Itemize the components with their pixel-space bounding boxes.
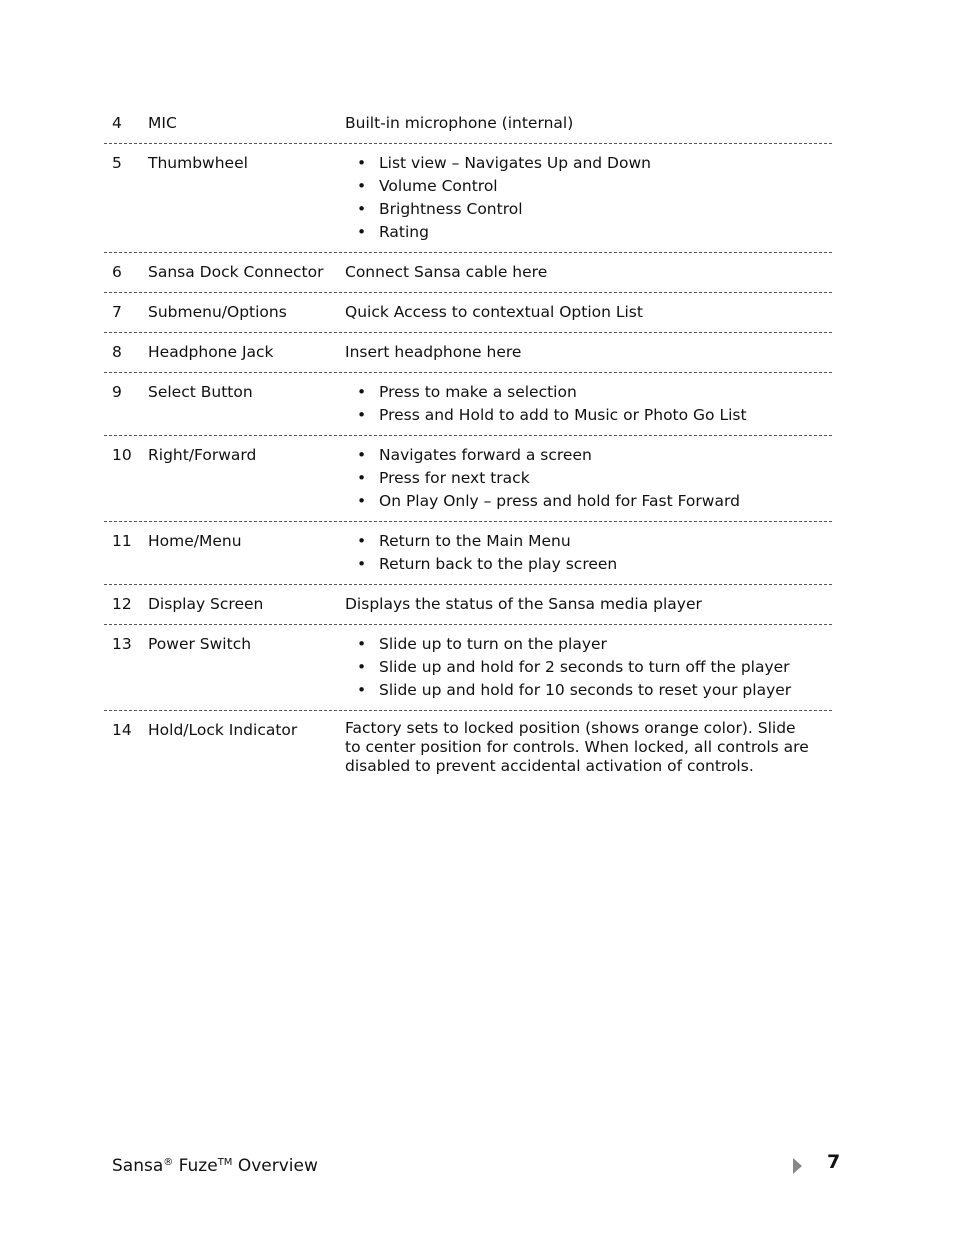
- control-description: Displays the status of the Sansa media player: [345, 595, 702, 613]
- product-name: Fuze: [178, 1156, 218, 1176]
- list-item: • Press for next track: [345, 467, 832, 490]
- control-name: Right/Forward: [148, 446, 257, 464]
- table-row: [104, 104, 832, 144]
- list-item: • On Play Only – press and hold for Fast Forward: [345, 490, 832, 513]
- row-number: 12: [112, 595, 132, 613]
- control-description: [345, 152, 832, 244]
- control-name: Power Switch: [148, 635, 252, 653]
- row-number: 4: [112, 114, 122, 132]
- trademark-mark: TM: [217, 1157, 233, 1168]
- row-number: 6: [112, 263, 122, 281]
- control-name: Sansa Dock Connector: [148, 263, 324, 281]
- list-item: • Navigates forward a screen: [345, 444, 832, 467]
- bullet-list: [345, 381, 832, 427]
- page-footer: [112, 1156, 318, 1176]
- list-item: • Press to make a selection: [345, 381, 832, 404]
- control-name: Headphone Jack: [148, 343, 274, 361]
- list-item: • Slide up and hold for 2 seconds to turn off the player: [345, 656, 832, 679]
- row-number: 8: [112, 343, 122, 361]
- table-row: [104, 373, 832, 436]
- row-number: 13: [112, 635, 132, 653]
- list-item: • Press and Hold to add to Music or Photo Go List: [345, 404, 832, 427]
- bullet-list: [345, 633, 832, 702]
- control-description: [345, 530, 832, 576]
- table-row: [104, 144, 832, 253]
- bullet-list: [345, 152, 832, 244]
- table-row: [104, 711, 832, 784]
- row-number: 5: [112, 154, 122, 172]
- description-line: to center position for controls. When locked, all controls are: [345, 738, 809, 756]
- row-number: 10: [112, 446, 132, 464]
- list-item: • Slide up to turn on the player: [345, 633, 832, 656]
- control-name: Submenu/Options: [148, 303, 287, 321]
- row-number: 9: [112, 383, 122, 401]
- control-name: Select Button: [148, 383, 253, 401]
- control-description: Connect Sansa cable here: [345, 263, 548, 281]
- bullet-list: [345, 444, 832, 513]
- page-number: 7: [827, 1151, 841, 1173]
- control-description: [345, 719, 832, 776]
- control-name: Home/Menu: [148, 532, 242, 550]
- table-row: [104, 293, 832, 333]
- description-line: Factory sets to locked position (shows orange color). Slide: [345, 719, 796, 737]
- list-item: • Rating: [345, 221, 832, 244]
- control-description: [345, 444, 832, 513]
- control-description: [345, 381, 832, 427]
- page-arrow-icon: [793, 1158, 802, 1174]
- row-number: 11: [112, 532, 132, 550]
- control-description: [345, 633, 832, 702]
- list-item: • Slide up and hold for 10 seconds to reset your player: [345, 679, 832, 702]
- list-item: • Brightness Control: [345, 198, 832, 221]
- list-item: • Return back to the play screen: [345, 553, 832, 576]
- control-name: Thumbwheel: [148, 154, 248, 172]
- registered-mark: ®: [163, 1157, 174, 1168]
- table-row: [104, 625, 832, 711]
- brand-name: Sansa: [112, 1156, 164, 1176]
- controls-table: [104, 104, 832, 784]
- control-name: MIC: [148, 114, 177, 132]
- table-row: [104, 522, 832, 585]
- bullet-list: [345, 530, 832, 576]
- table-row: [104, 585, 832, 625]
- control-description: Built-in microphone (internal): [345, 114, 574, 132]
- list-item: • Volume Control: [345, 175, 832, 198]
- list-item: • Return to the Main Menu: [345, 530, 832, 553]
- control-name: Hold/Lock Indicator: [148, 721, 298, 739]
- row-number: 14: [112, 721, 132, 739]
- control-description: Quick Access to contextual Option List: [345, 303, 643, 321]
- table-row: [104, 253, 832, 293]
- list-item: • List view – Navigates Up and Down: [345, 152, 832, 175]
- section-title: Overview: [237, 1156, 318, 1176]
- row-number: 7: [112, 303, 122, 321]
- description-line: disabled to prevent accidental activation of controls.: [345, 757, 754, 775]
- table-row: [104, 333, 832, 373]
- control-description: Insert headphone here: [345, 343, 522, 361]
- control-name: Display Screen: [148, 595, 264, 613]
- table-row: [104, 436, 832, 522]
